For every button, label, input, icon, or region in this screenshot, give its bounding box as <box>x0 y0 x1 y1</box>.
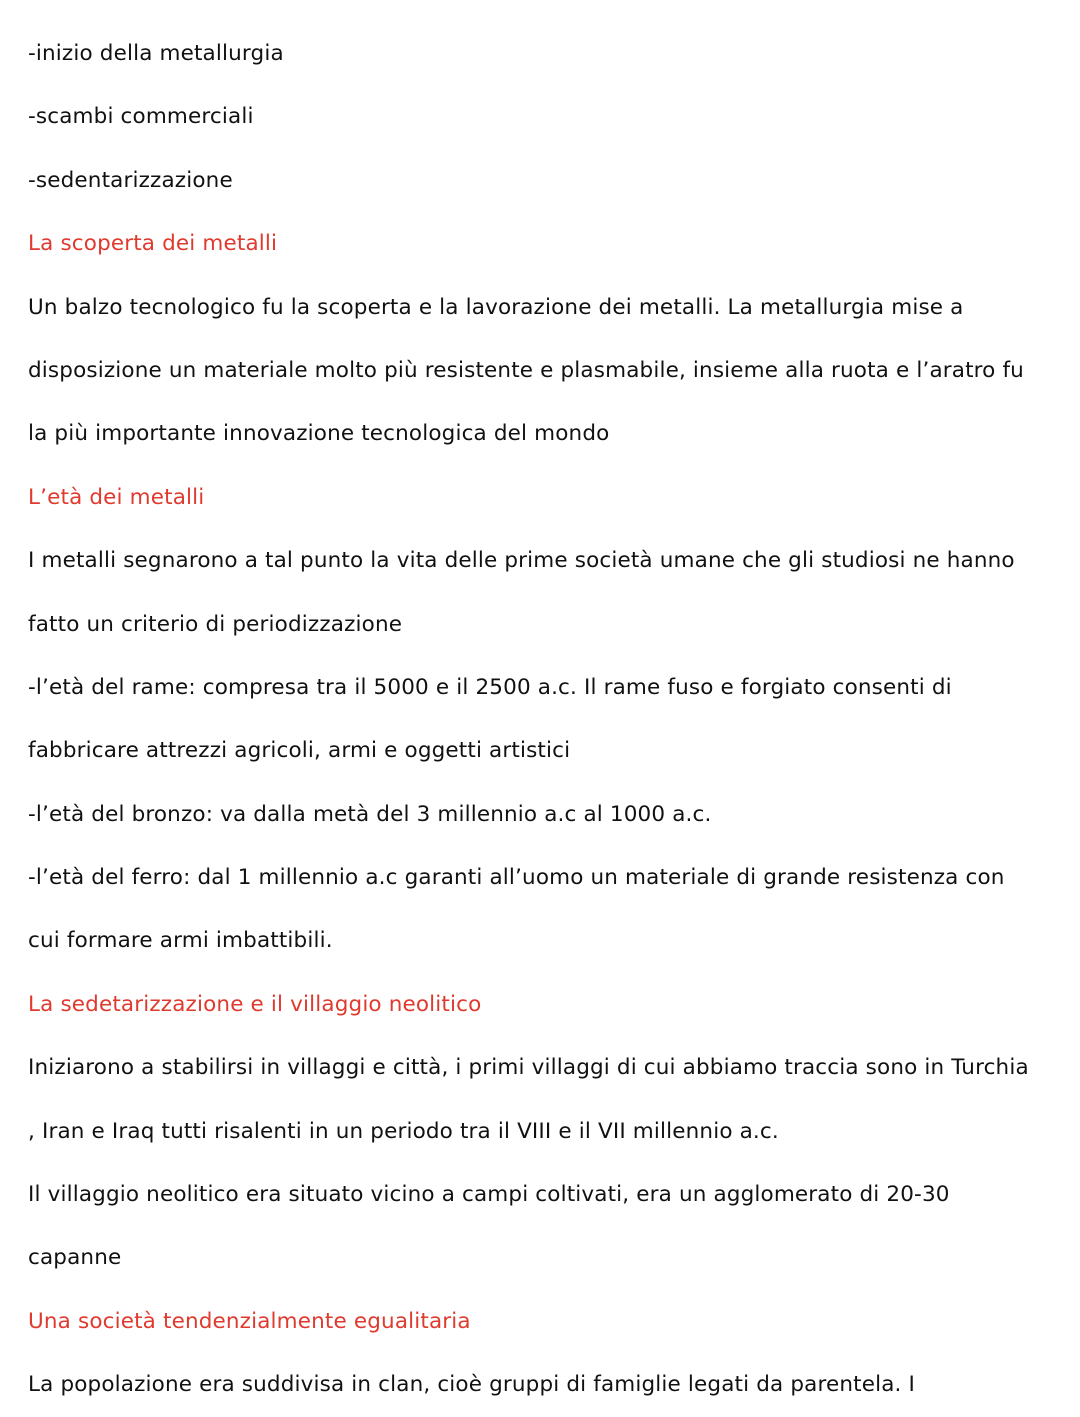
section-heading-discovery-of-metals: La scoperta dei metalli <box>28 231 278 257</box>
paragraph-line: capanne <box>28 1245 122 1271</box>
document-page <box>28 22 1058 1417</box>
list-item-copper-age-cont: fabbricare attrezzi agricoli, armi e oggetti artistici <box>28 738 571 764</box>
list-item-copper-age: -l’età del rame: compresa tra il 5000 e il 2500 a.c. Il rame fuso e forgiato consenti di <box>28 674 952 700</box>
paragraph-line: Il villaggio neolitico era situato vicino a campi coltivati, era un agglomerato di 20-30 <box>28 1182 950 1208</box>
list-item-metallurgy-start: -inizio della metallurgia <box>28 41 284 66</box>
list-item-bronze-age: -l’età del bronzo: va dalla metà del 3 millennio a.c al 1000 a.c. <box>28 801 712 827</box>
section-heading-age-of-metals: L’età dei metalli <box>28 484 205 510</box>
list-item-iron-age: -l’età del ferro: dal 1 millennio a.c garanti all’uomo un materiale di grande resistenza con <box>28 865 1005 891</box>
list-item-iron-age-cont: cui formare armi imbattibili. <box>28 928 333 954</box>
paragraph-line: I metalli segnarono a tal punto la vita delle prime società umane che gli studiosi ne hanno <box>28 548 1015 574</box>
paragraph-line: fatto un criterio di periodizzazione <box>28 611 403 637</box>
paragraph-line: Iniziarono a stabilirsi in villaggi e città, i primi villaggi di cui abbiamo traccia sono in Turchia <box>28 1055 1029 1081</box>
section-heading-neolithic-village: La sedetarizzazione e il villaggio neolitico <box>28 991 482 1017</box>
list-item-sedentarization: -sedentarizzazione <box>28 167 233 193</box>
paragraph-line: la più importante innovazione tecnologica del mondo <box>28 421 610 447</box>
paragraph-line: disposizione un materiale molto più resistente e plasmabile, insieme alla ruota e l’aratro fu <box>28 357 1024 383</box>
paragraph-line: , Iran e Iraq tutti risalenti in un periodo tra il VIII e il VII millennio a.c. <box>28 1118 779 1144</box>
section-heading-egalitarian-society: Una società tendenzialmente egualitaria <box>28 1308 471 1334</box>
list-item-trade: -scambi commerciali <box>28 104 254 130</box>
paragraph-line: La popolazione era suddivisa in clan, cioè gruppi di famiglie legati da parentela. I <box>28 1372 915 1398</box>
paragraph-line: Un balzo tecnologico fu la scoperta e la lavorazione dei metalli. La metallurgia mise a <box>28 294 964 320</box>
